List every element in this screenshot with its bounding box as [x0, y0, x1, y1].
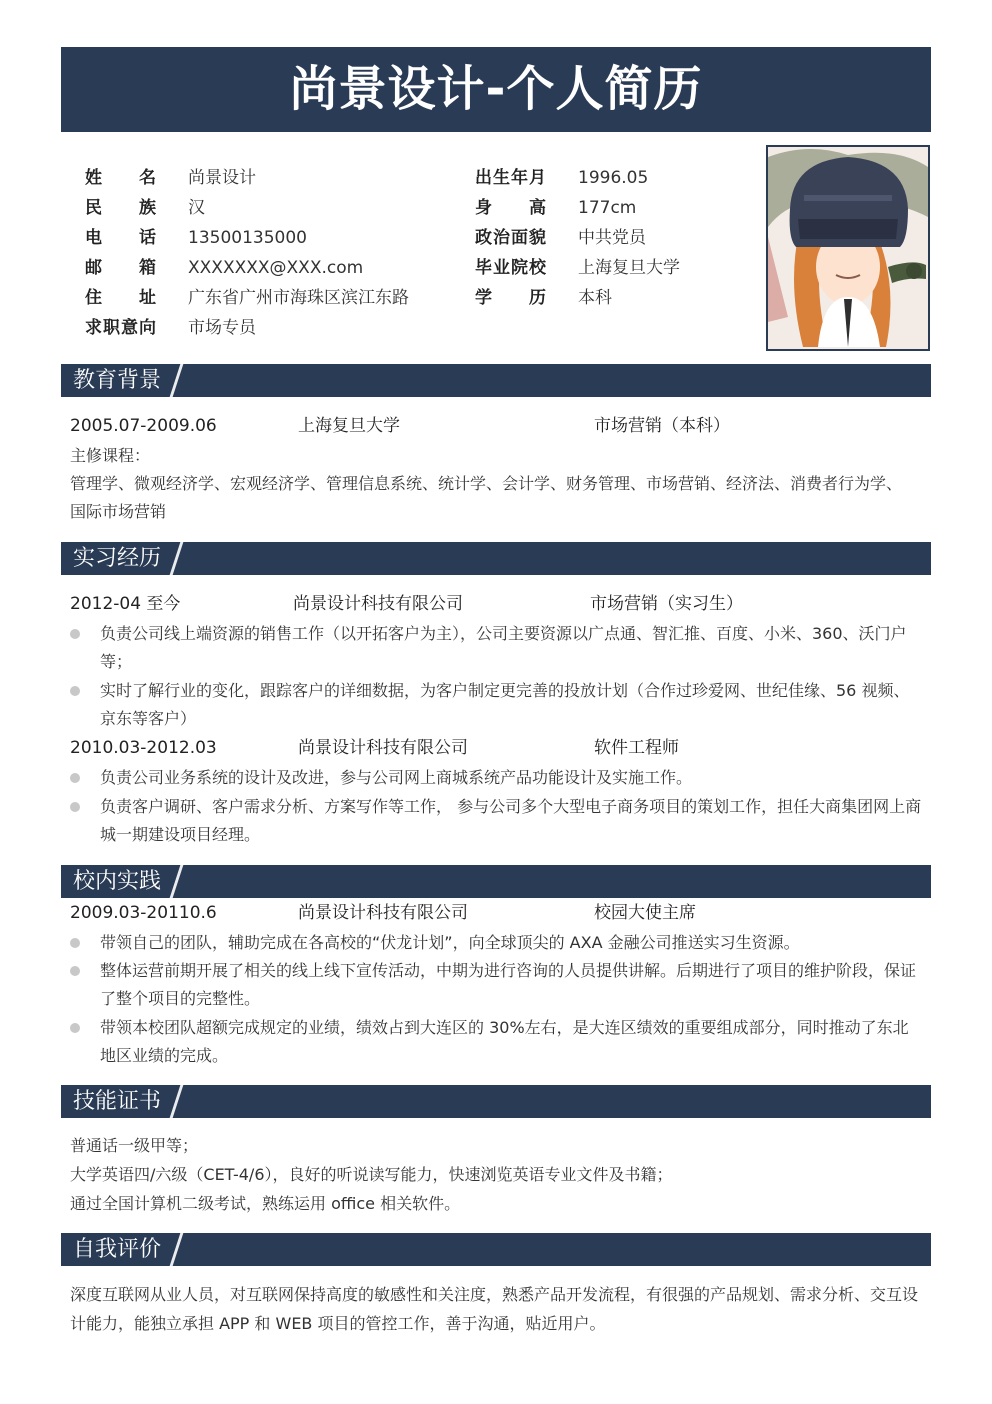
courses-line: 管理学、微观经济学、宏观经济学、管理信息系统、统计学、会计学、财务管理、市场营销、经济法、消费者行为学、 — [70, 474, 903, 493]
info-label: 电 话 — [85, 228, 157, 248]
section-title: 技能证书 — [61, 1085, 177, 1118]
info-label: 政治面貌 — [475, 228, 547, 248]
skill-line: 通过全国计算机二级考试，熟练运用 office 相关软件。 — [70, 1194, 461, 1213]
list-item: 负责客户调研、客户需求分析、方案写作等工作， 参与公司多个大型电子商务项目的策划工作，担任大商集团网上商城一期建设项目经理。 — [70, 793, 922, 849]
section-title: 教育背景 — [61, 364, 177, 397]
info-label: 出生年月 — [475, 168, 547, 188]
section-title: 自我评价 — [61, 1233, 177, 1266]
entry-role: 校园大使主席 — [594, 903, 696, 923]
info-value: 1996.05 — [578, 168, 649, 188]
profile-photo — [766, 145, 930, 351]
info-value: 广东省广州市海珠区滨江东路 — [188, 288, 409, 308]
section-header-skills — [61, 1085, 931, 1118]
education-major: 市场营销（本科） — [594, 416, 730, 436]
skill-line: 大学英语四/六级（CET-4/6），良好的听说读写能力，快速浏览英语专业文件及书籍； — [70, 1165, 673, 1184]
list-item: 带领自己的团队，辅助完成在各高校的“伏龙计划”，向全球顶尖的 AXA 金融公司推送实习生资源。 — [70, 929, 922, 957]
info-label: 学 历 — [475, 288, 547, 308]
info-label: 毕业院校 — [475, 258, 547, 278]
entry-period: 2009.03-20110.6 — [70, 903, 217, 923]
entry-company: 尚景设计科技有限公司 — [298, 903, 468, 923]
skill-line: 普通话一级甲等； — [70, 1136, 199, 1155]
resume-title: 尚景设计-个人简历 — [61, 47, 931, 132]
bullet-icon — [70, 802, 80, 812]
info-value: 中共党员 — [578, 228, 646, 248]
section-title: 实习经历 — [61, 542, 177, 575]
entry-role: 市场营销（实习生） — [590, 594, 743, 614]
section-header-campus — [61, 865, 931, 898]
info-value: 本科 — [578, 288, 612, 308]
info-value: 上海复旦大学 — [578, 258, 680, 278]
education-period: 2005.07-2009.06 — [70, 416, 217, 436]
courses-line: 国际市场营销 — [70, 502, 167, 521]
info-value: 177cm — [578, 198, 637, 218]
section-title: 校内实践 — [61, 865, 177, 898]
info-value: XXXXXXX@XXX.com — [188, 258, 364, 278]
info-label: 姓 名 — [85, 168, 157, 188]
info-label: 邮 箱 — [85, 258, 157, 278]
list-item: 负责公司业务系统的设计及改进，参与公司网上商城系统产品功能设计及实施工作。 — [70, 764, 922, 792]
self-evaluation-text: 深度互联网从业人员，对互联网保持高度的敏感性和关注度，熟悉产品开发流程，有很强的产品规划、需求分析、交互设计能力，能独立承担 APP 和 WEB 项目的管控工作，善于沟通，贴近用户。 — [70, 1285, 919, 1333]
info-value: 尚景设计 — [188, 168, 256, 188]
entry-company: 尚景设计科技有限公司 — [293, 594, 463, 614]
bullet-icon — [70, 938, 80, 948]
entry-period: 2012-04 至今 — [70, 594, 181, 614]
section-header-self-evaluation — [61, 1233, 931, 1266]
entry-period: 2010.03-2012.03 — [70, 738, 217, 758]
info-label: 民 族 — [85, 198, 157, 218]
info-value: 市场专员 — [188, 318, 256, 338]
list-item: 带领本校团队超额完成规定的业绩，绩效占到大连区的 30%左右，是大连区绩效的重要组成部分，同时推动了东北地区业绩的完成。 — [70, 1014, 922, 1070]
list-item: 整体运营前期开展了相关的线上线下宣传活动，中期为进行咨询的人员提供讲解。后期进行了项目的维护阶段，保证了整个项目的完整性。 — [70, 957, 922, 1013]
entry-company: 尚景设计科技有限公司 — [298, 738, 468, 758]
avatar-illustration — [768, 147, 928, 349]
bullet-icon — [70, 629, 80, 639]
list-item: 实时了解行业的变化，跟踪客户的详细数据，为客户制定更完善的投放计划（合作过珍爱网、世纪佳缘、56 视频、京东等客户） — [70, 677, 922, 733]
courses-label: 主修课程： — [70, 446, 151, 465]
info-value: 13500135000 — [188, 228, 307, 248]
info-label: 身 高 — [475, 198, 547, 218]
bullet-icon — [70, 686, 80, 696]
info-value: 汉 — [188, 198, 205, 218]
bullet-icon — [70, 966, 80, 976]
section-header-internship — [61, 542, 931, 575]
section-header-education — [61, 364, 931, 397]
list-item: 负责公司线上端资源的销售工作（以开拓客户为主），公司主要资源以广点通、智汇推、百度、小米、360、沃门户等； — [70, 620, 922, 676]
info-label: 求职意向 — [85, 318, 157, 338]
bullet-icon — [70, 1023, 80, 1033]
education-school: 上海复旦大学 — [298, 416, 400, 436]
entry-role: 软件工程师 — [594, 738, 679, 758]
info-label: 住 址 — [85, 288, 157, 308]
bullet-icon — [70, 773, 80, 783]
